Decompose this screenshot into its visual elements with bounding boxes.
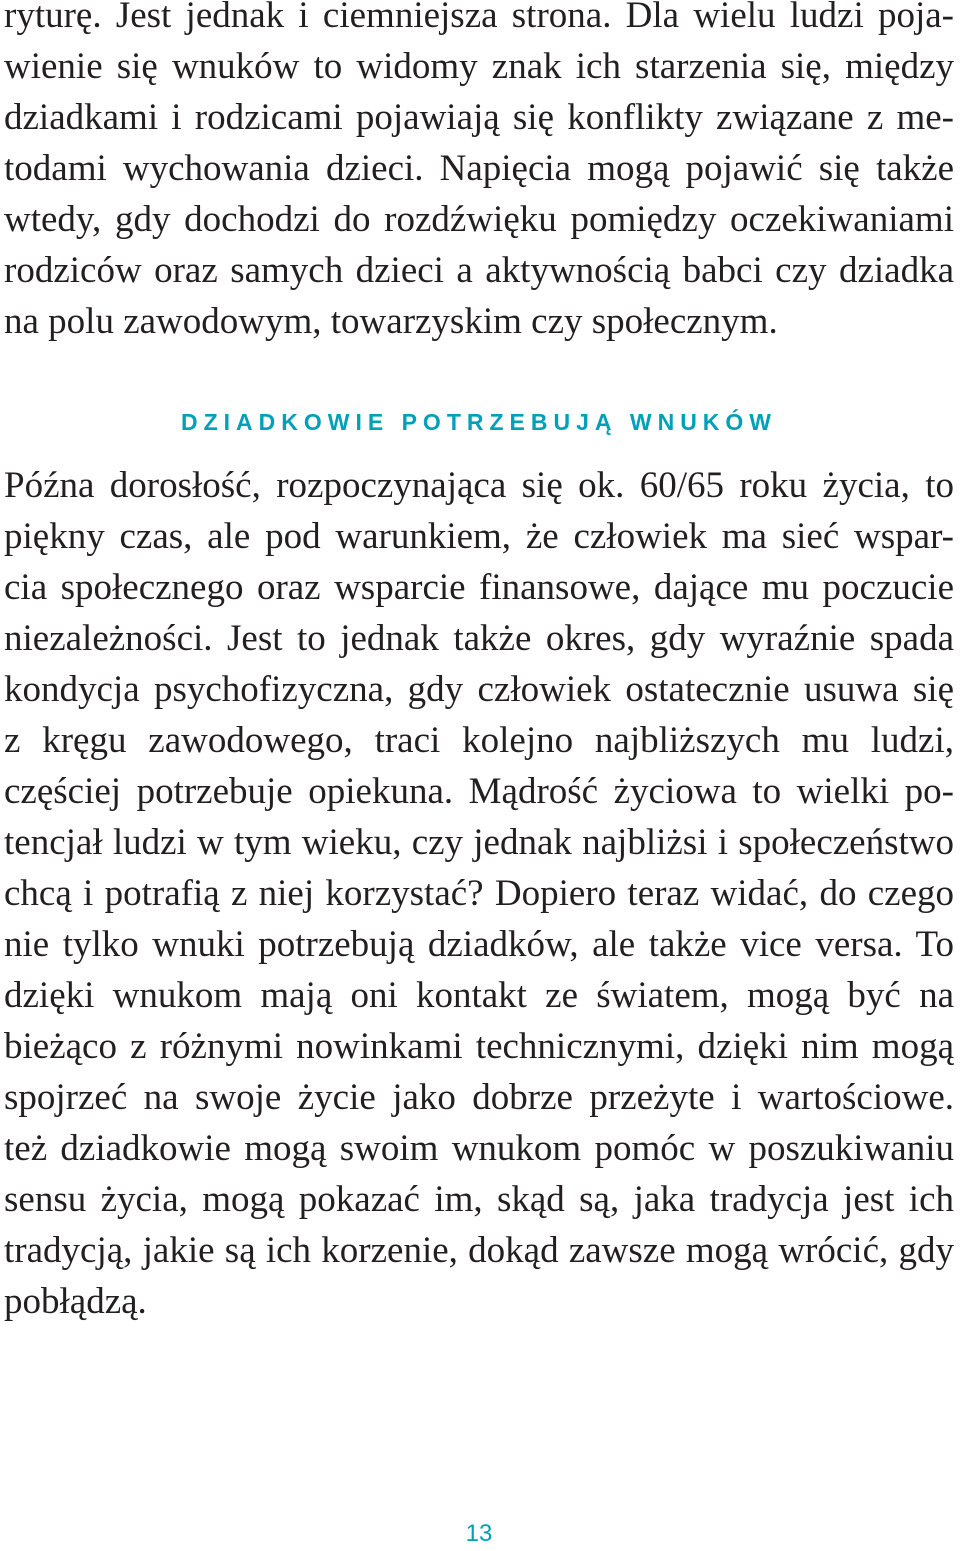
text-line: dziadkami i rodzicami pojawiają się konflikty związane z me- — [4, 97, 954, 138]
text-line: wtedy, gdy dochodzi do rozdźwięku pomiędzy oczekiwaniami — [4, 199, 954, 240]
text-line: tencjał ludzi w tym wieku, czy jednak najbliżsi i społeczeństwo — [4, 822, 954, 863]
text-line: rodziców oraz samych dzieci a aktywnością babci czy dziadka — [4, 250, 954, 291]
text-line: ryturę. Jest jednak i ciemniejsza strona. Dla wielu ludzi poja- — [4, 0, 954, 36]
text-line: pobłądzą. — [4, 1281, 147, 1322]
text-line: też dziadkowie mogą swoim wnukom pomóc w poszukiwaniu — [4, 1128, 954, 1169]
text-line: spojrzeć na swoje życie jako dobrze przeżyte i wartościowe. — [4, 1077, 954, 1118]
text-line: tradycją, jakie są ich korzenie, dokąd zawsze mogą wrócić, gdy — [4, 1230, 954, 1271]
page-content — [4, 0, 954, 1327]
text-line: z kręgu zawodowego, traci kolejno najbliższych mu ludzi, — [4, 720, 954, 761]
text-line: piękny czas, ale pod warunkiem, że człowiek ma sieć wspar- — [4, 516, 954, 557]
text-line: wienie się wnuków to widomy znak ich starzenia się, między — [4, 46, 954, 87]
text-line: kondycja psychofizyczna, gdy człowiek ostatecznie usuwa się — [4, 669, 954, 710]
paragraph-2 — [4, 460, 954, 1327]
section-heading: DZIADKOWIE POTRZEBUJĄ WNUKÓW — [180, 409, 778, 435]
text-line: nie tylko wnuki potrzebują dziadków, ale także vice versa. To — [4, 924, 954, 965]
paragraph-1 — [4, 0, 954, 347]
text-line: todami wychowania dzieci. Napięcia mogą pojawić się także — [4, 148, 954, 189]
page-number: 13 — [465, 1520, 493, 1547]
text-line: Późna dorosłość, rozpoczynająca się ok. 60/65 roku życia, to — [4, 465, 954, 506]
text-line: częściej potrzebuje opiekuna. Mądrość życiowa to wielki po- — [4, 771, 954, 812]
text-line: dzięki wnukom mają oni kontakt ze światem, mogą być na — [4, 975, 954, 1016]
text-line: cia społecznego oraz wsparcie finansowe, dające mu poczucie — [4, 567, 954, 608]
text-line: bieżąco z różnymi nowinkami technicznymi, dzięki nim mogą — [4, 1026, 954, 1067]
text-line: niezależności. Jest to jednak także okres, gdy wyraźnie spada — [4, 618, 954, 659]
text-line: na polu zawodowym, towarzyskim czy społecznym. — [4, 301, 778, 342]
text-line: sensu życia, mogą pokazać im, skąd są, jaka tradycja jest ich — [4, 1179, 954, 1220]
text-line: chcą i potrafią z niej korzystać? Dopiero teraz widać, do czego — [4, 873, 954, 914]
